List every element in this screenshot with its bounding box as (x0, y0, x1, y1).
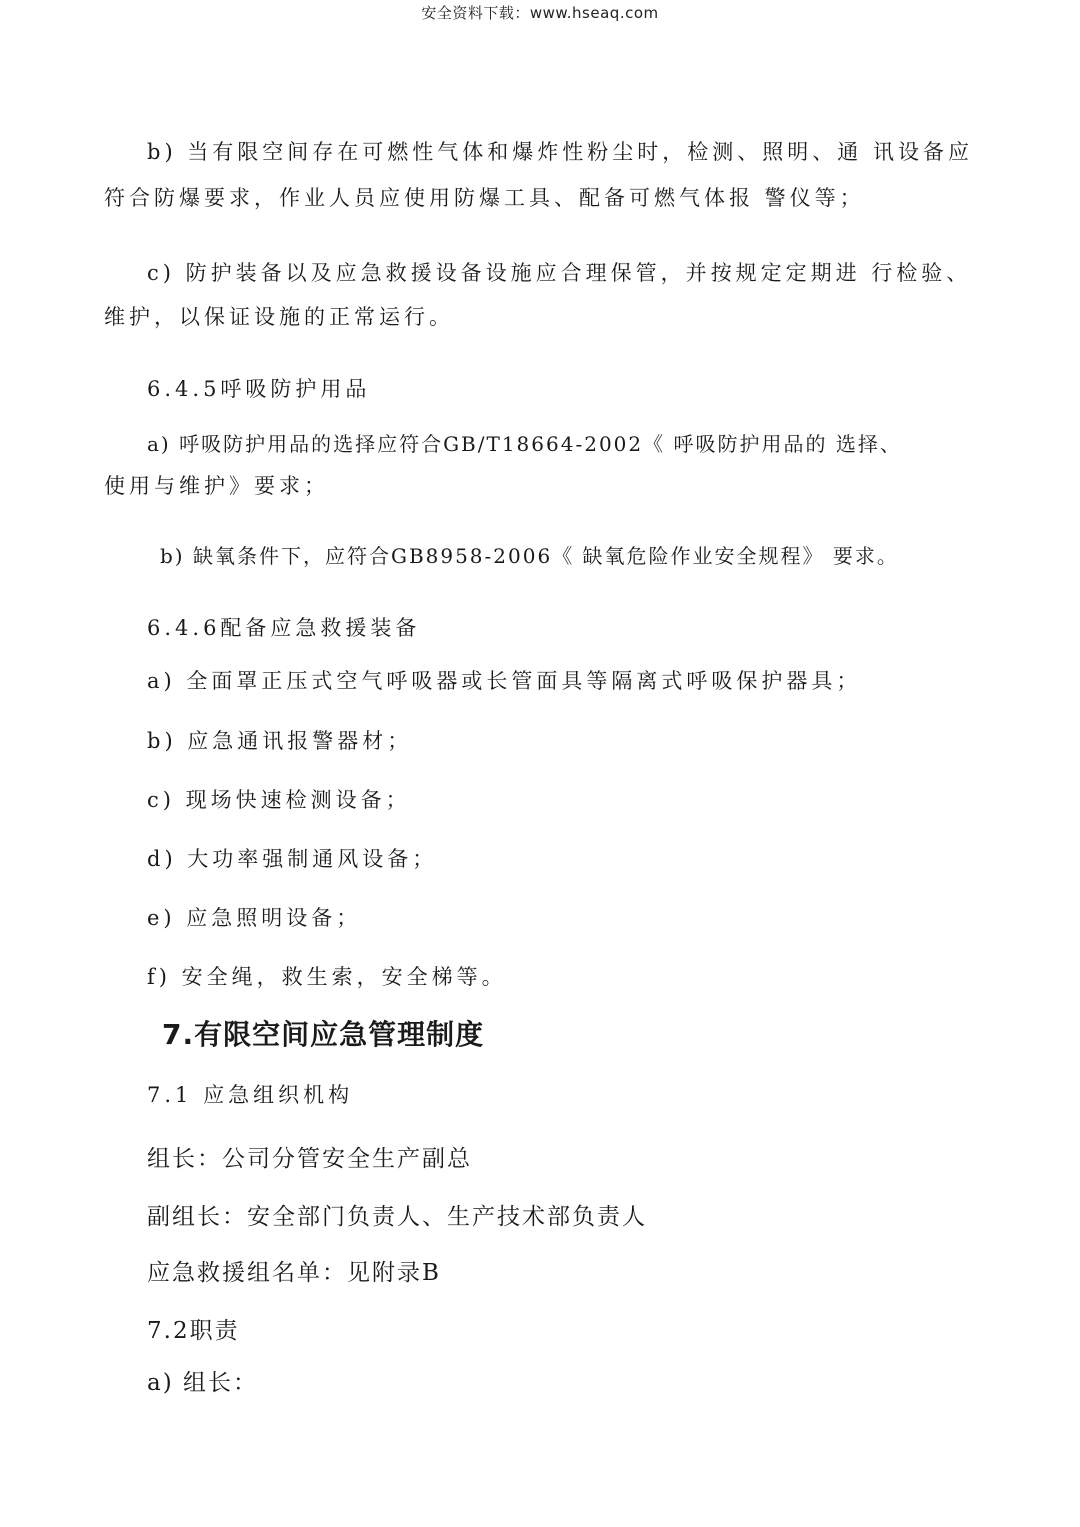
deputy-leader-line: 副组长：安全部门负责人、生产技术部负责人 (147, 1204, 647, 1230)
section-6-4-6-title: 6.4.6配备应急救援装备 (147, 616, 421, 640)
list-item-6-4-6-d: d) 大功率强制通风设备； (147, 847, 438, 871)
list-item-6-4-6-e: e) 应急照明设备； (147, 906, 362, 930)
paragraph-b-flammable-line2: 符合防爆要求，作业人员应使用防爆工具、配备可燃气体报 警仪等； (104, 186, 865, 210)
section-7-2-title: 7.2职责 (147, 1318, 240, 1344)
list-item-6-4-6-f: f) 安全绳，救生索，安全梯等。 (147, 965, 507, 989)
paragraph-b-flammable-line1: b) 当有限空间存在可燃性气体和爆炸性粉尘时，检测、照明、通 讯设备应 (147, 140, 973, 164)
chapter-7-heading: 7.有限空间应急管理制度 (162, 1018, 485, 1051)
section-7-1-title: 7.1 应急组织机构 (147, 1083, 354, 1107)
paragraph-c-equipment-line1: c) 防护装备以及应急救援设备设施应合理保管，并按规定定期进 行检验、 (147, 261, 972, 285)
paragraph-6-4-5-a-line2: 使用与维护》要求； (104, 474, 329, 498)
list-item-6-4-6-c: c) 现场快速检测设备； (147, 788, 411, 812)
list-item-6-4-6-a: a) 全面罩正压式空气呼吸器或长管面具等隔离式呼吸保护器具； (147, 669, 862, 693)
leader-line: 组长：公司分管安全生产副总 (147, 1146, 472, 1172)
paragraph-6-4-5-b: b) 缺氧条件下，应符合GB8958-2006《 缺氧危险作业安全规程》 要求。 (160, 544, 899, 568)
rescue-team-list-line: 应急救援组名单：见附录B (147, 1260, 441, 1286)
section-6-4-5-title: 6.4.5呼吸防护用品 (147, 377, 371, 401)
list-item-7-2-a: a) 组长： (147, 1370, 258, 1396)
paragraph-c-equipment-line2: 维护，以保证设施的正常运行。 (104, 305, 454, 329)
list-item-6-4-6-b: b) 应急通讯报警器材； (147, 729, 413, 753)
site-header-text: 安全资料下载：www.hseaq.com (421, 4, 659, 22)
paragraph-6-4-5-a-line1: a) 呼吸防护用品的选择应符合GB/T18664-2002《 呼吸防护用品的 选择、 (147, 432, 902, 456)
